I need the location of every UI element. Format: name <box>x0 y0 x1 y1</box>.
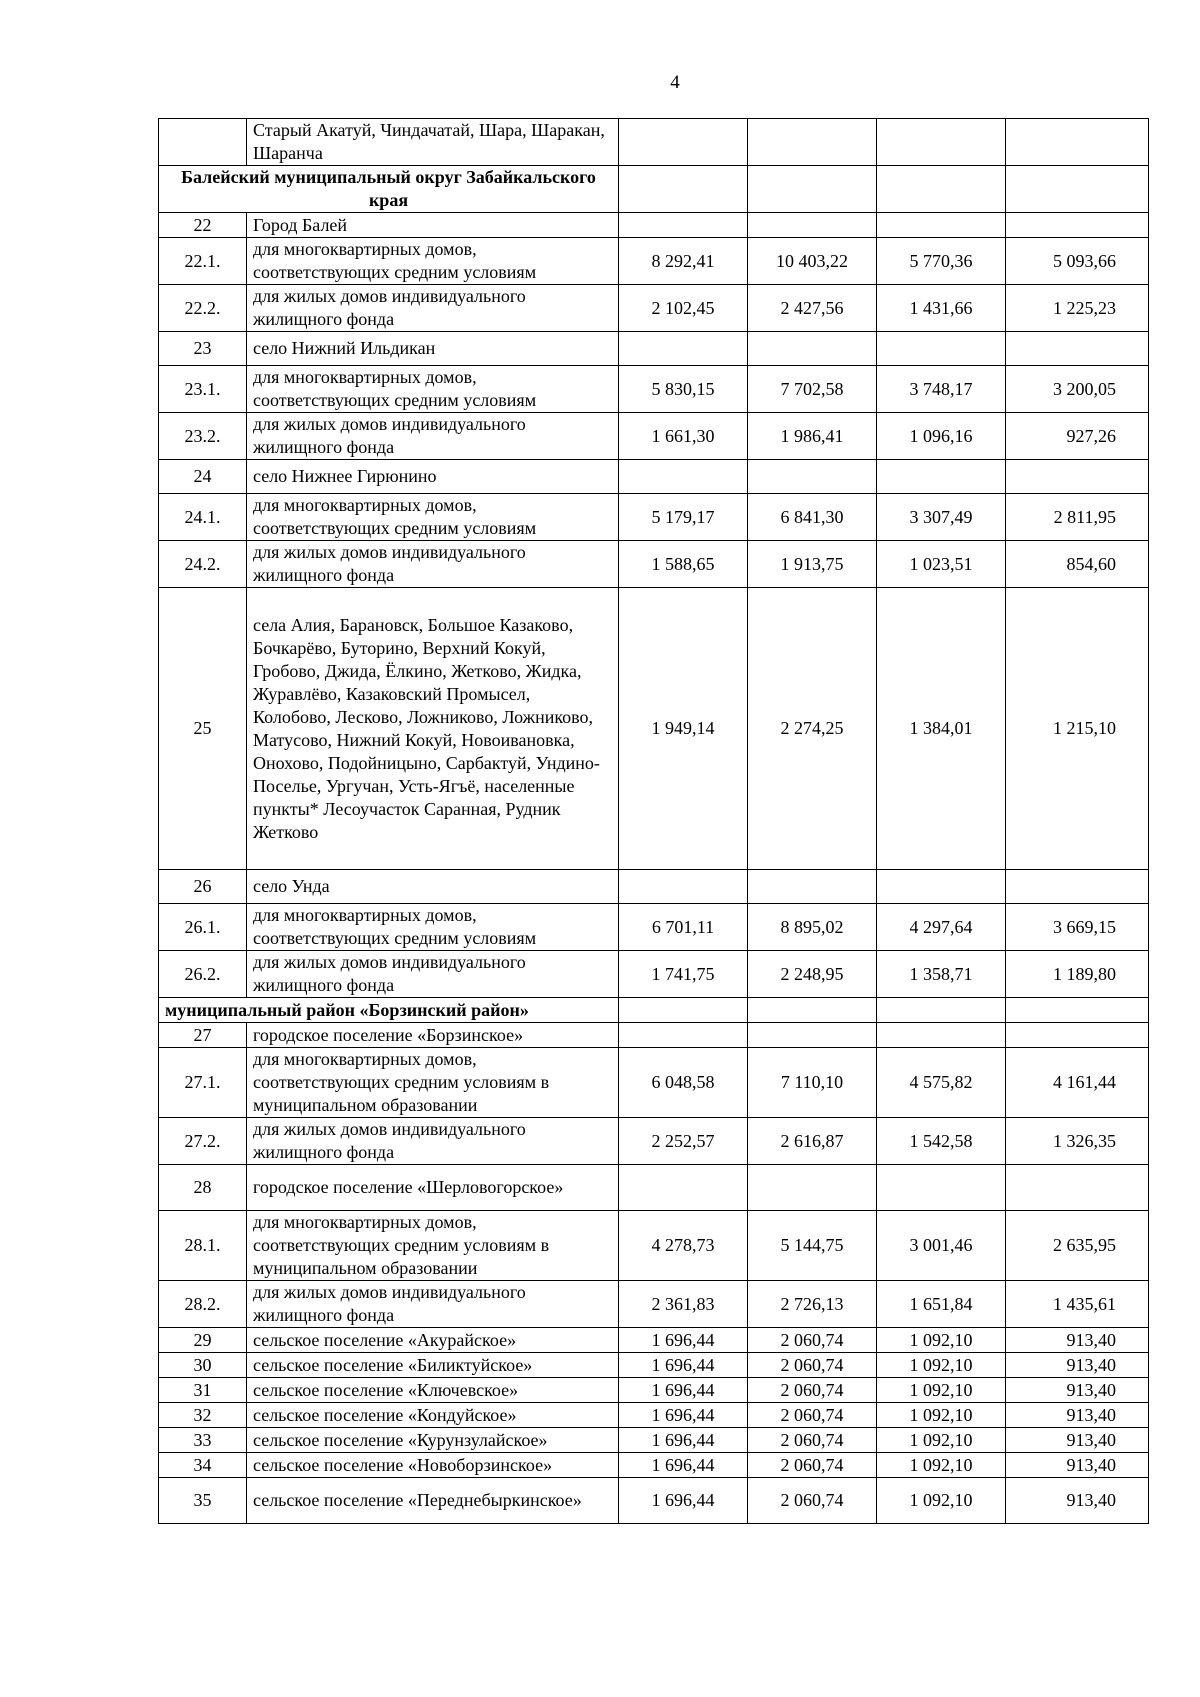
value-cell-4: 927,26 <box>1006 413 1149 460</box>
value-cell-3 <box>877 213 1006 238</box>
value-cell-2: 2 060,74 <box>748 1478 877 1524</box>
value-cell-1: 1 696,44 <box>619 1403 748 1428</box>
value-cell-3 <box>877 870 1006 904</box>
value-cell-2 <box>748 332 877 366</box>
value-cell-2: 7 702,58 <box>748 366 877 413</box>
empty-cell <box>619 998 748 1023</box>
row-name: городское поселение «Борзинское» <box>247 1023 619 1048</box>
value-cell-3: 1 092,10 <box>877 1328 1006 1353</box>
value-cell-2 <box>748 1165 877 1211</box>
table-row <box>159 1353 1149 1378</box>
value-cell-2: 2 274,25 <box>748 588 877 870</box>
value-cell-4: 1 189,80 <box>1006 951 1149 998</box>
value-cell-2 <box>748 870 877 904</box>
value-cell-2: 6 841,30 <box>748 494 877 541</box>
value-cell-4: 3 200,05 <box>1006 366 1149 413</box>
value-cell-4 <box>1006 460 1149 494</box>
row-name: села Алия, Барановск, Большое Казаково, Бочкарёво, Буторино, Верхний Кокуй, Гробово, Джида, Ёлкино, Жетково, Жидка, Журавлёво, Казаковский Промысел, Колобово, Лесково, Ложниково, Ложниково, Матусово, Нижний Кокуй, Новоивановка, Онохово, Подойницыно, Сарбактуй, Ундино-Поселье, Ургучан, Усть-Ягъё, населенные пункты* Лесоучасток Саранная, Рудник Жетково <box>247 588 619 870</box>
row-number <box>159 119 247 166</box>
value-cell-2: 2 248,95 <box>748 951 877 998</box>
row-name: для многоквартирных домов, соответствующих средним условиям в муниципальном образовании <box>247 1048 619 1118</box>
row-number: 30 <box>159 1353 247 1378</box>
value-cell-3: 3 001,46 <box>877 1211 1006 1281</box>
table-row <box>159 119 1149 166</box>
value-cell-4: 854,60 <box>1006 541 1149 588</box>
value-cell-3 <box>877 332 1006 366</box>
row-name: для многоквартирных домов, соответствующих средним условиям <box>247 238 619 285</box>
table-row <box>159 213 1149 238</box>
value-cell-1: 1 696,44 <box>619 1478 748 1524</box>
value-cell-3: 5 770,36 <box>877 238 1006 285</box>
table-row <box>159 1211 1149 1281</box>
table-row <box>159 238 1149 285</box>
value-cell-1 <box>619 213 748 238</box>
value-cell-4: 913,40 <box>1006 1378 1149 1403</box>
value-cell-4 <box>1006 213 1149 238</box>
row-name: Город Балей <box>247 213 619 238</box>
row-name: для многоквартирных домов, соответствующих средним условиям <box>247 904 619 951</box>
table-row <box>159 870 1149 904</box>
table-row <box>159 494 1149 541</box>
value-cell-1 <box>619 1023 748 1048</box>
value-cell-1 <box>619 870 748 904</box>
value-cell-4: 913,40 <box>1006 1478 1149 1524</box>
value-cell-3: 3 748,17 <box>877 366 1006 413</box>
empty-cell <box>619 166 748 213</box>
table-row <box>159 588 1149 870</box>
row-name: для жилых домов индивидуального жилищного фонда <box>247 285 619 332</box>
group-header-row <box>159 166 1149 213</box>
value-cell-3 <box>877 1165 1006 1211</box>
group-title: муниципальный район «Борзинский район» <box>159 998 619 1023</box>
value-cell-1 <box>619 119 748 166</box>
row-name: для жилых домов индивидуального жилищного фонда <box>247 541 619 588</box>
value-cell-1: 4 278,73 <box>619 1211 748 1281</box>
empty-cell <box>748 998 877 1023</box>
value-cell-3: 1 092,10 <box>877 1453 1006 1478</box>
value-cell-4: 2 635,95 <box>1006 1211 1149 1281</box>
row-number: 26.1. <box>159 904 247 951</box>
value-cell-2: 2 616,87 <box>748 1118 877 1165</box>
value-cell-3 <box>877 460 1006 494</box>
row-name: для жилых домов индивидуального жилищного фонда <box>247 413 619 460</box>
row-name: для многоквартирных домов, соответствующих средним условиям <box>247 494 619 541</box>
row-name: село Нижнее Гирюнино <box>247 460 619 494</box>
value-cell-4 <box>1006 119 1149 166</box>
value-cell-2 <box>748 1023 877 1048</box>
row-name: для жилых домов индивидуального жилищного фонда <box>247 1118 619 1165</box>
row-number: 32 <box>159 1403 247 1428</box>
tariff-table <box>158 118 1149 1524</box>
value-cell-3: 1 651,84 <box>877 1281 1006 1328</box>
row-name: сельское поселение «Ключевское» <box>247 1378 619 1403</box>
value-cell-3: 1 542,58 <box>877 1118 1006 1165</box>
value-cell-4: 913,40 <box>1006 1328 1149 1353</box>
row-name: сельское поселение «Биликтуйское» <box>247 1353 619 1378</box>
table-row <box>159 1118 1149 1165</box>
row-name: городское поселение «Шерловогорское» <box>247 1165 619 1211</box>
row-name: сельское поселение «Переднебыркинское» <box>247 1478 619 1524</box>
value-cell-3: 1 096,16 <box>877 413 1006 460</box>
row-name: для многоквартирных домов, соответствующих средним условиям в муниципальном образовании <box>247 1211 619 1281</box>
row-number: 22.2. <box>159 285 247 332</box>
value-cell-3 <box>877 119 1006 166</box>
value-cell-4: 1 326,35 <box>1006 1118 1149 1165</box>
value-cell-1: 2 361,83 <box>619 1281 748 1328</box>
row-number: 23.2. <box>159 413 247 460</box>
value-cell-1 <box>619 1165 748 1211</box>
row-name: сельское поселение «Курунзулайское» <box>247 1428 619 1453</box>
value-cell-1: 1 696,44 <box>619 1453 748 1478</box>
value-cell-1: 5 830,15 <box>619 366 748 413</box>
value-cell-4: 5 093,66 <box>1006 238 1149 285</box>
value-cell-4: 4 161,44 <box>1006 1048 1149 1118</box>
value-cell-2: 5 144,75 <box>748 1211 877 1281</box>
row-name: село Нижний Ильдикан <box>247 332 619 366</box>
row-name: для жилых домов индивидуального жилищного фонда <box>247 951 619 998</box>
value-cell-4 <box>1006 870 1149 904</box>
value-cell-1: 8 292,41 <box>619 238 748 285</box>
row-number: 22.1. <box>159 238 247 285</box>
table-row <box>159 904 1149 951</box>
empty-cell <box>1006 998 1149 1023</box>
table-row <box>159 1165 1149 1211</box>
empty-cell <box>877 166 1006 213</box>
value-cell-2: 2 060,74 <box>748 1353 877 1378</box>
row-name: Старый Акатуй, Чиндачатай, Шара, Шаракан, Шаранча <box>247 119 619 166</box>
value-cell-4: 1 435,61 <box>1006 1281 1149 1328</box>
table-row <box>159 1023 1149 1048</box>
group-title: Балейский муниципальный округ Забайкальского края <box>159 166 619 213</box>
value-cell-1: 2 252,57 <box>619 1118 748 1165</box>
table-row <box>159 366 1149 413</box>
value-cell-3: 1 384,01 <box>877 588 1006 870</box>
row-number: 28 <box>159 1165 247 1211</box>
row-number: 35 <box>159 1478 247 1524</box>
value-cell-2: 2 427,56 <box>748 285 877 332</box>
value-cell-4: 2 811,95 <box>1006 494 1149 541</box>
group-header-row <box>159 998 1149 1023</box>
value-cell-2: 2 060,74 <box>748 1403 877 1428</box>
value-cell-2 <box>748 213 877 238</box>
value-cell-4: 913,40 <box>1006 1403 1149 1428</box>
value-cell-4: 913,40 <box>1006 1428 1149 1453</box>
value-cell-2 <box>748 119 877 166</box>
value-cell-3: 1 092,10 <box>877 1353 1006 1378</box>
row-number: 31 <box>159 1378 247 1403</box>
value-cell-4: 913,40 <box>1006 1453 1149 1478</box>
value-cell-1: 2 102,45 <box>619 285 748 332</box>
row-number: 24.1. <box>159 494 247 541</box>
value-cell-2: 2 060,74 <box>748 1378 877 1403</box>
page-number: 4 <box>670 72 680 93</box>
table-row <box>159 1328 1149 1353</box>
row-number: 23.1. <box>159 366 247 413</box>
value-cell-3: 1 023,51 <box>877 541 1006 588</box>
row-name: для жилых домов индивидуального жилищного фонда <box>247 1281 619 1328</box>
value-cell-2: 7 110,10 <box>748 1048 877 1118</box>
table-row <box>159 332 1149 366</box>
value-cell-2: 1 986,41 <box>748 413 877 460</box>
value-cell-1 <box>619 460 748 494</box>
table-row <box>159 413 1149 460</box>
empty-cell <box>748 166 877 213</box>
row-number: 25 <box>159 588 247 870</box>
value-cell-1 <box>619 332 748 366</box>
value-cell-3: 4 297,64 <box>877 904 1006 951</box>
value-cell-2: 2 060,74 <box>748 1328 877 1353</box>
empty-cell <box>1006 166 1149 213</box>
value-cell-1: 1 588,65 <box>619 541 748 588</box>
row-number: 27.2. <box>159 1118 247 1165</box>
value-cell-1: 5 179,17 <box>619 494 748 541</box>
value-cell-1: 1 661,30 <box>619 413 748 460</box>
row-number: 27.1. <box>159 1048 247 1118</box>
table-row <box>159 460 1149 494</box>
value-cell-4: 1 225,23 <box>1006 285 1149 332</box>
row-number: 33 <box>159 1428 247 1453</box>
value-cell-2: 1 913,75 <box>748 541 877 588</box>
row-number: 28.1. <box>159 1211 247 1281</box>
value-cell-3: 1 092,10 <box>877 1478 1006 1524</box>
value-cell-3: 1 092,10 <box>877 1378 1006 1403</box>
value-cell-1: 1 696,44 <box>619 1328 748 1353</box>
value-cell-2: 2 060,74 <box>748 1428 877 1453</box>
table-row <box>159 541 1149 588</box>
table-row <box>159 951 1149 998</box>
value-cell-1: 6 701,11 <box>619 904 748 951</box>
value-cell-1: 1 696,44 <box>619 1428 748 1453</box>
value-cell-1: 1 696,44 <box>619 1353 748 1378</box>
value-cell-1: 6 048,58 <box>619 1048 748 1118</box>
table-body <box>159 119 1149 1524</box>
row-name: сельское поселение «Новоборзинское» <box>247 1453 619 1478</box>
table-row <box>159 1403 1149 1428</box>
value-cell-2: 2 060,74 <box>748 1453 877 1478</box>
row-number: 22 <box>159 213 247 238</box>
table-row <box>159 1478 1149 1524</box>
value-cell-4 <box>1006 332 1149 366</box>
value-cell-1: 1 741,75 <box>619 951 748 998</box>
row-name: село Унда <box>247 870 619 904</box>
value-cell-3: 3 307,49 <box>877 494 1006 541</box>
value-cell-4: 913,40 <box>1006 1353 1149 1378</box>
empty-cell <box>877 998 1006 1023</box>
row-number: 24 <box>159 460 247 494</box>
row-number: 29 <box>159 1328 247 1353</box>
row-name: для многоквартирных домов, соответствующих средним условиям <box>247 366 619 413</box>
value-cell-3: 4 575,82 <box>877 1048 1006 1118</box>
value-cell-3: 1 431,66 <box>877 285 1006 332</box>
value-cell-3: 1 092,10 <box>877 1428 1006 1453</box>
table-row <box>159 285 1149 332</box>
table-row <box>159 1378 1149 1403</box>
value-cell-4: 3 669,15 <box>1006 904 1149 951</box>
value-cell-2 <box>748 460 877 494</box>
table-row <box>159 1428 1149 1453</box>
table-row <box>159 1453 1149 1478</box>
row-name: сельское поселение «Акурайское» <box>247 1328 619 1353</box>
value-cell-1: 1 949,14 <box>619 588 748 870</box>
value-cell-4 <box>1006 1165 1149 1211</box>
row-number: 24.2. <box>159 541 247 588</box>
table-row <box>159 1281 1149 1328</box>
value-cell-3: 1 358,71 <box>877 951 1006 998</box>
value-cell-4 <box>1006 1023 1149 1048</box>
table-row <box>159 1048 1149 1118</box>
row-name: сельское поселение «Кондуйское» <box>247 1403 619 1428</box>
value-cell-1: 1 696,44 <box>619 1378 748 1403</box>
row-number: 27 <box>159 1023 247 1048</box>
value-cell-2: 2 726,13 <box>748 1281 877 1328</box>
row-number: 26 <box>159 870 247 904</box>
value-cell-3 <box>877 1023 1006 1048</box>
value-cell-3: 1 092,10 <box>877 1403 1006 1428</box>
value-cell-2: 10 403,22 <box>748 238 877 285</box>
row-number: 23 <box>159 332 247 366</box>
value-cell-4: 1 215,10 <box>1006 588 1149 870</box>
row-number: 26.2. <box>159 951 247 998</box>
value-cell-2: 8 895,02 <box>748 904 877 951</box>
row-number: 28.2. <box>159 1281 247 1328</box>
row-number: 34 <box>159 1453 247 1478</box>
